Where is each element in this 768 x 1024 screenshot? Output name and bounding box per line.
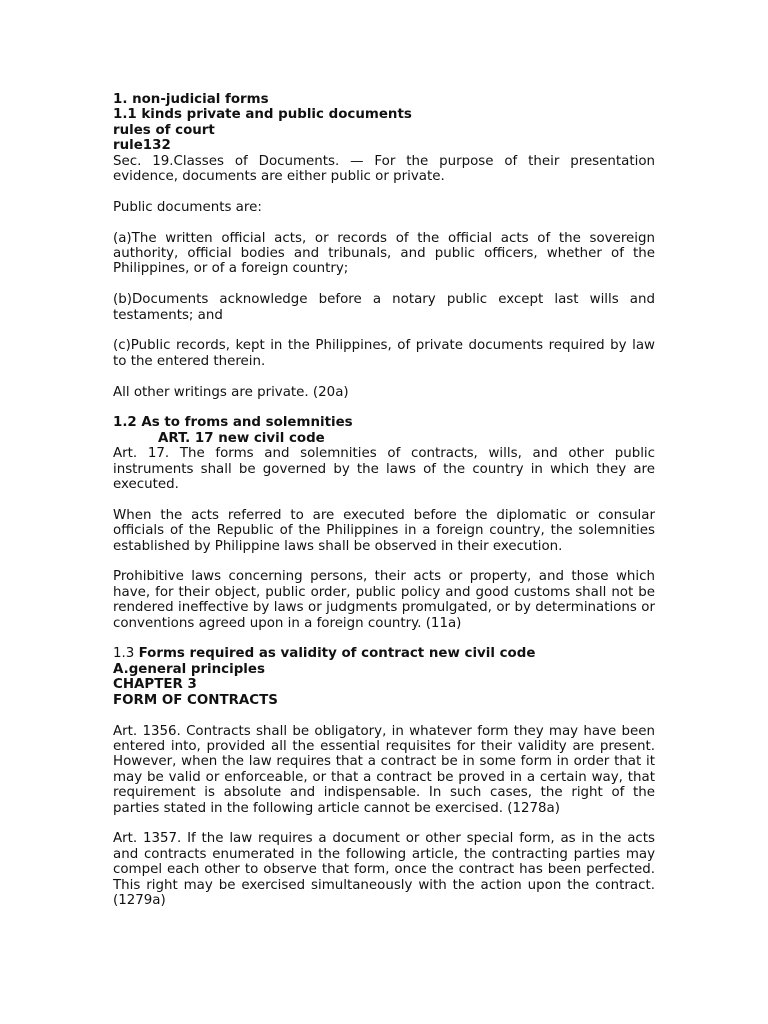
heading-non-judicial-forms: 1. non-judicial forms	[113, 92, 269, 107]
spacer	[113, 215, 655, 230]
heading-chapter: CHAPTER 3	[113, 677, 197, 693]
paragraph-art17: Art. 17. The forms and solemnities of contracts, wills, and other public instruments shall be governed by the laws of the country in which they are executed.	[113, 446, 655, 493]
spacer	[113, 184, 655, 199]
paragraph-item-a: (a)The written official acts, or records of the official acts of the sovereign authority, official bodies and tribunals, and public officers, whether of the Philippines, or of a foreign country;	[113, 230, 655, 277]
spacer	[113, 631, 655, 646]
paragraph-sec19: Sec. 19.Classes of Documents. — For the purpose of their presentation evidence, documents are either public or private.	[113, 153, 655, 185]
spacer	[113, 816, 655, 831]
paragraph-item-c: (c)Public records, kept in the Philippines, of private documents required by law to the entered therein.	[113, 338, 655, 369]
heading-forms-required	[113, 646, 655, 661]
spacer	[113, 554, 655, 569]
heading-number: 1.3	[113, 646, 139, 662]
heading-rules-of-court: rules of court	[113, 122, 215, 138]
spacer	[113, 400, 655, 415]
heading-rule132: rule132	[113, 138, 171, 154]
spacer	[113, 323, 655, 338]
paragraph-art1357: Art. 1357. If the law requires a document or other special form, as in the acts and contracts enumerated in the following article, the contracting parties may compel each other to observe that form, once the contract has been perfected. This right may be exercised simultaneously with the action upon the contract. (1279a)	[113, 831, 655, 908]
heading-forms-solemnities: 1.2 As to froms and solemnities	[113, 415, 353, 431]
paragraph-art17-consular: When the acts referred to are executed before the diplomatic or consular officials of the Republic of the Philippines in a foreign country, the solemnities established by Philippine laws shall be observed in their execution.	[113, 507, 655, 554]
paragraph-art17-prohibitive: Prohibitive laws concerning persons, their acts or property, and those which have, for their object, public order, public policy and good customs shall not be rendered ineffective by laws or judgments promulgated, or by determinations or conventions agreed upon in a foreign country. (11a)	[113, 569, 655, 631]
spacer	[113, 492, 655, 507]
heading-form-of-contracts: FORM OF CONTRACTS	[113, 692, 278, 708]
paragraph-public-documents: Public documents are:	[113, 199, 262, 215]
paragraph-all-other: All other writings are private. (20a)	[113, 384, 349, 400]
heading-general-principles: A.general principles	[113, 661, 265, 677]
document-page	[113, 92, 655, 908]
spacer	[113, 369, 655, 384]
heading-kinds-of-documents: 1.1 kinds private and public documents	[113, 107, 412, 123]
paragraph-art1356: Art. 1356. Contracts shall be obligatory, in whatever form they may have been entered into, provided all the essential requisites for their validity are present. However, when the law requires that a contract be in some form in order that it may be valid or enforceable, or that a contract be proved in a certain way, that requirement is absolute and indispensable. In such cases, the right of the parties stated in the following article cannot be exercised. (1278a)	[113, 723, 655, 816]
spacer	[113, 277, 655, 292]
paragraph-item-b: (b)Documents acknowledge before a notary public except last wills and testaments; and	[113, 292, 655, 323]
spacer	[113, 708, 655, 723]
heading-art17: ART. 17 new civil code	[158, 430, 325, 446]
heading-forms-required-text: Forms required as validity of contract new civil code	[138, 646, 536, 662]
